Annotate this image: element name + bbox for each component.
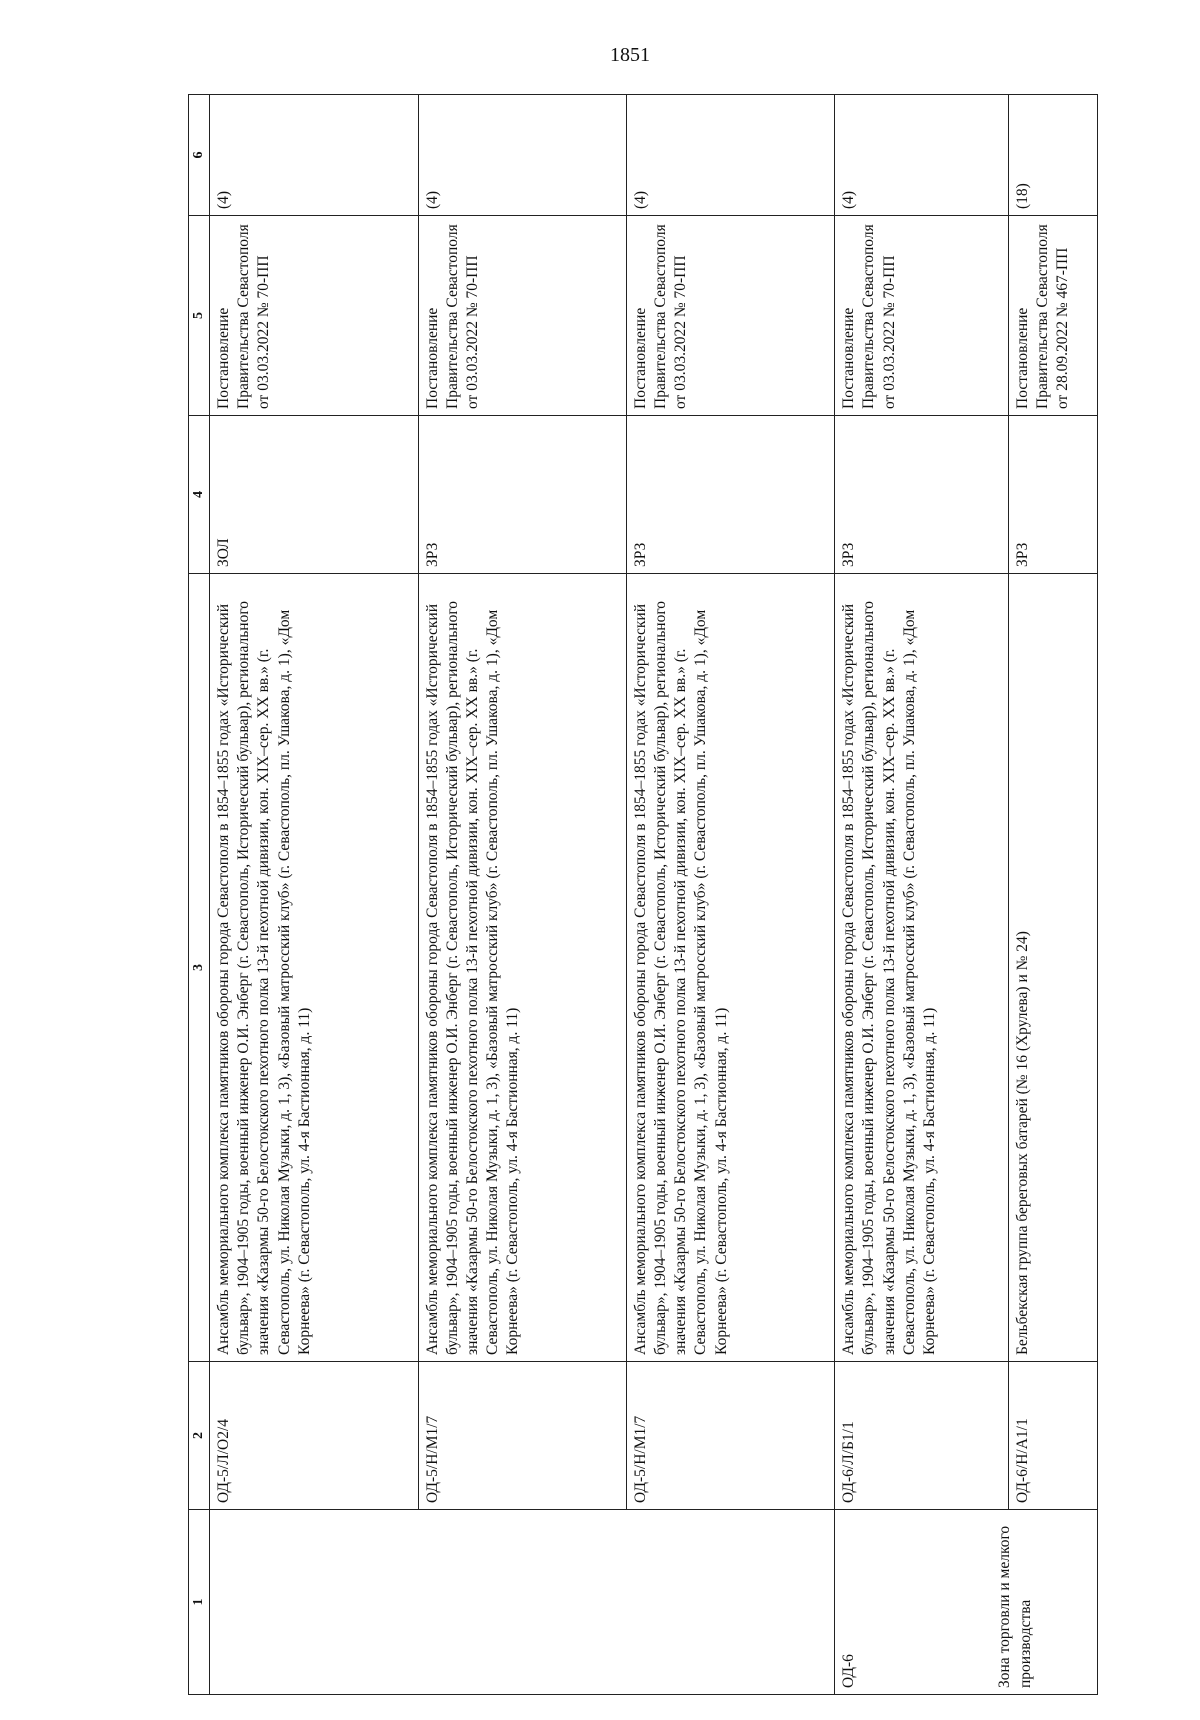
header-col-1: 1 xyxy=(189,1510,210,1695)
zone-code-cell: ОД-5/Н/М1/7 xyxy=(418,1362,626,1510)
resolution-cell: Постановление Правительства Севастополя от 03.03.2022 № 70-ПП xyxy=(835,216,1009,416)
resolution-cell: Постановление Правительства Севастополя от 03.03.2022 № 70-ПП xyxy=(418,216,626,416)
header-col-3: 3 xyxy=(189,574,210,1362)
resolution-cell: Постановление Правительства Севастополя от 28.09.2022 № 467-ПП xyxy=(1008,216,1097,416)
reference-cell: (4) xyxy=(418,95,626,216)
table-header-row xyxy=(189,95,210,1695)
zone-type-cell: ЗРЗ xyxy=(1008,416,1097,574)
header-col-4: 4 xyxy=(189,416,210,574)
zone-type-cell: ЗОЛ xyxy=(210,416,418,574)
table-row xyxy=(835,95,1009,1695)
header-col-2: 2 xyxy=(189,1362,210,1510)
header-col-6: 6 xyxy=(189,95,210,216)
object-description-cell: Ансамбль мемориального комплекса памятников обороны города Севастополя в 1854–1855 годах «Исторический бульвар», 1904–1905 годы, военный инженер О.И. Энберг (г. Севастополь, Исторический бульвар), регионального значения «Казармы 50-го Белостокского пехотного полка 13-й пехотной дивизии, кон. XIX–сер. XX вв.» (г. Севастополь, ул. Николая Музыки, д. 1, 3), «Базовый матросский клуб» (г. Севастополь, пл. Ушакова, д. 1), «Дом Корнеева» (г. Севастополь, ул. 4-я Бастионная, д. 11) xyxy=(210,574,418,1362)
rotated-table-container xyxy=(188,95,1098,1695)
zone-code: ОД-6 xyxy=(840,1654,858,1688)
reference-cell: (4) xyxy=(210,95,418,216)
zone-type-cell: ЗРЗ xyxy=(418,416,626,574)
zone-code-cell: ОД-5/Л/О2/4 xyxy=(210,1362,418,1510)
zone-code-cell: ОД-5/Н/М1/7 xyxy=(626,1362,834,1510)
zone-type-cell: ЗРЗ xyxy=(835,416,1009,574)
table-row xyxy=(210,95,418,1695)
resolution-cell: Постановление Правительства Севастополя от 03.03.2022 № 70-ПП xyxy=(210,216,418,416)
object-description-cell: Ансамбль мемориального комплекса памятников обороны города Севастополя в 1854–1855 годах «Исторический бульвар», 1904–1905 годы, военный инженер О.И. Энберг (г. Севастополь, Исторический бульвар), регионального значения «Казармы 50-го Белостокского пехотного полка 13-й пехотной дивизии, кон. XIX–сер. XX вв.» (г. Севастополь, ул. Николая Музыки, д. 1, 3), «Базовый матросский клуб» (г. Севастополь, пл. Ушакова, д. 1), «Дом Корнеева» (г. Севастополь, ул. 4-я Бастионная, д. 11) xyxy=(418,574,626,1362)
zone-cell xyxy=(210,1510,418,1695)
zones-table xyxy=(188,94,1098,1695)
reference-cell: (18) xyxy=(1008,95,1097,216)
resolution-cell: Постановление Правительства Севастополя от 03.03.2022 № 70-ПП xyxy=(626,216,834,416)
zone-name: Зона торговли и мелкого производства xyxy=(996,1525,1034,1688)
zone-code-cell: ОД-6/Н/А1/1 xyxy=(1008,1362,1097,1510)
table-row xyxy=(626,95,834,1695)
zone-cell xyxy=(418,1510,626,1695)
zone-cell xyxy=(626,1510,834,1695)
table-row xyxy=(1008,95,1097,1695)
reference-cell: (4) xyxy=(626,95,834,216)
zone-code-cell: ОД-6/Л/Б1/1 xyxy=(835,1362,1009,1510)
header-col-5: 5 xyxy=(189,216,210,416)
object-description-cell: Бельбекская группа береговых батарей (№ 16 (Хрулева) и № 24) xyxy=(1008,574,1097,1362)
zone-cell xyxy=(835,1510,1098,1695)
reference-cell: (4) xyxy=(835,95,1009,216)
page-number: 1851 xyxy=(610,44,650,66)
object-description-cell: Ансамбль мемориального комплекса памятников обороны города Севастополя в 1854–1855 годах «Исторический бульвар», 1904–1905 годы, военный инженер О.И. Энберг (г. Севастополь, Исторический бульвар), регионального значения «Казармы 50-го Белостокского пехотного полка 13-й пехотной дивизии, кон. XIX–сер. XX вв.» (г. Севастополь, ул. Николая Музыки, д. 1, 3), «Базовый матросский клуб» (г. Севастополь, пл. Ушакова, д. 1), «Дом Корнеева» (г. Севастополь, ул. 4-я Бастионная, д. 11) xyxy=(626,574,834,1362)
table-row xyxy=(418,95,626,1695)
object-description-cell: Ансамбль мемориального комплекса памятников обороны города Севастополя в 1854–1855 годах «Исторический бульвар», 1904–1905 годы, военный инженер О.И. Энберг (г. Севастополь, Исторический бульвар), регионального значения «Казармы 50-го Белостокского пехотного полка 13-й пехотной дивизии, кон. XIX–сер. XX вв.» (г. Севастополь, ул. Николая Музыки, д. 1, 3), «Базовый матросский клуб» (г. Севастополь, пл. Ушакова, д. 1), «Дом Корнеева» (г. Севастополь, ул. 4-я Бастионная, д. 11) xyxy=(835,574,1009,1362)
zone-type-cell: ЗРЗ xyxy=(626,416,834,574)
